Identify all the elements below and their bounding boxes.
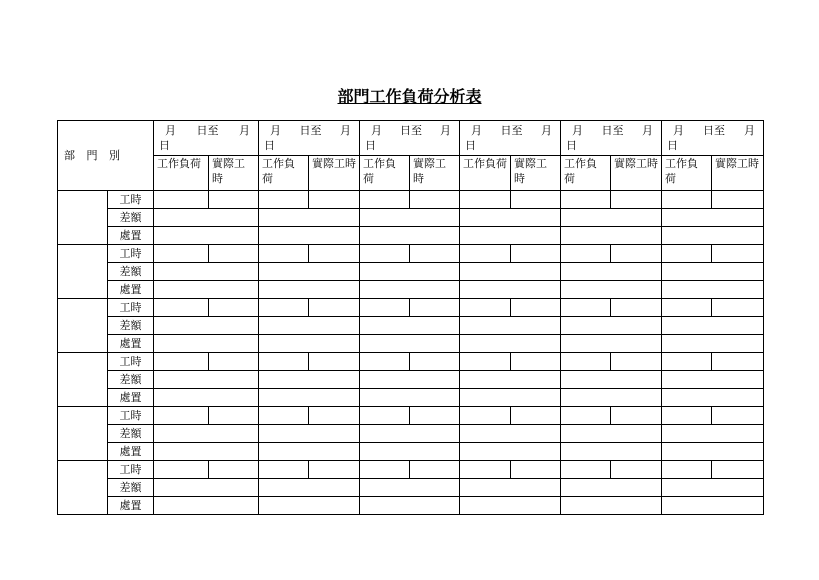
actual-hours-cell[interactable] bbox=[309, 245, 360, 263]
action-cell[interactable] bbox=[154, 335, 259, 353]
period-month: 月 bbox=[340, 124, 351, 137]
difference-cell[interactable] bbox=[259, 209, 360, 227]
actual-hours-cell[interactable] bbox=[511, 191, 561, 209]
actual-hours-cell[interactable] bbox=[209, 299, 259, 317]
difference-cell[interactable] bbox=[561, 479, 662, 497]
action-cell[interactable] bbox=[360, 281, 460, 299]
action-cell[interactable] bbox=[360, 443, 460, 461]
period-month: 月 bbox=[744, 124, 755, 137]
period-header bbox=[259, 121, 360, 156]
dept-name-cell[interactable] bbox=[58, 407, 108, 461]
difference-cell[interactable] bbox=[460, 371, 561, 389]
workload-cell[interactable] bbox=[662, 245, 712, 263]
difference-cell[interactable] bbox=[561, 371, 662, 389]
period-day: 日 bbox=[365, 139, 376, 152]
action-cell[interactable] bbox=[154, 227, 259, 245]
row-label: 處置 bbox=[108, 227, 154, 245]
period-day-to: 日至 bbox=[601, 124, 624, 137]
actual-hours-cell[interactable] bbox=[712, 461, 764, 479]
row-label: 工時 bbox=[108, 245, 154, 263]
period-day: 日 bbox=[159, 139, 170, 152]
action-cell[interactable] bbox=[561, 497, 662, 515]
row-label: 差額 bbox=[108, 317, 154, 335]
actual-hours-cell[interactable] bbox=[712, 299, 764, 317]
workload-cell[interactable] bbox=[154, 407, 209, 425]
header-row-subcolumns bbox=[58, 156, 764, 191]
dept-header: 部 門 別 bbox=[58, 121, 154, 191]
workload-cell[interactable] bbox=[360, 407, 410, 425]
difference-cell[interactable] bbox=[154, 371, 259, 389]
workload-cell[interactable] bbox=[154, 191, 209, 209]
action-cell[interactable] bbox=[360, 389, 460, 407]
actual-hours-cell[interactable] bbox=[511, 353, 561, 371]
workload-cell[interactable] bbox=[561, 245, 611, 263]
actual-hours-cell[interactable] bbox=[209, 191, 259, 209]
actual-hours-cell[interactable] bbox=[611, 299, 662, 317]
action-cell[interactable] bbox=[662, 389, 764, 407]
table-row bbox=[58, 191, 764, 209]
difference-cell[interactable] bbox=[259, 371, 360, 389]
row-label: 差額 bbox=[108, 371, 154, 389]
actual-hours-cell[interactable] bbox=[511, 407, 561, 425]
workload-cell[interactable] bbox=[460, 461, 511, 479]
workload-cell[interactable] bbox=[561, 191, 611, 209]
difference-cell[interactable] bbox=[360, 371, 460, 389]
action-cell[interactable] bbox=[154, 389, 259, 407]
subheader-actual-hours: 實際工時 bbox=[209, 156, 259, 191]
action-cell[interactable] bbox=[259, 389, 360, 407]
subheader-actual-hours: 實際工時 bbox=[611, 156, 662, 191]
difference-cell[interactable] bbox=[154, 479, 259, 497]
difference-cell[interactable] bbox=[360, 263, 460, 281]
subheader-workload: 工作負荷 bbox=[460, 156, 511, 191]
action-cell[interactable] bbox=[360, 335, 460, 353]
actual-hours-cell[interactable] bbox=[309, 407, 360, 425]
difference-cell[interactable] bbox=[154, 263, 259, 281]
action-cell[interactable] bbox=[662, 497, 764, 515]
actual-hours-cell[interactable] bbox=[511, 461, 561, 479]
row-label: 處置 bbox=[108, 389, 154, 407]
difference-cell[interactable] bbox=[460, 425, 561, 443]
actual-hours-cell[interactable] bbox=[410, 407, 460, 425]
table-row bbox=[58, 227, 764, 245]
row-label: 差額 bbox=[108, 263, 154, 281]
actual-hours-cell[interactable] bbox=[410, 245, 460, 263]
workload-cell[interactable] bbox=[561, 353, 611, 371]
workload-cell[interactable] bbox=[460, 353, 511, 371]
difference-cell[interactable] bbox=[360, 425, 460, 443]
actual-hours-cell[interactable] bbox=[611, 353, 662, 371]
action-cell[interactable] bbox=[662, 335, 764, 353]
period-month: 月 bbox=[471, 124, 482, 137]
workload-cell[interactable] bbox=[154, 245, 209, 263]
period-day-to: 日至 bbox=[196, 124, 219, 137]
workload-cell[interactable] bbox=[259, 353, 309, 371]
workload-cell[interactable] bbox=[154, 353, 209, 371]
row-label: 差額 bbox=[108, 479, 154, 497]
actual-hours-cell[interactable] bbox=[410, 299, 460, 317]
actual-hours-cell[interactable] bbox=[712, 407, 764, 425]
row-label: 工時 bbox=[108, 407, 154, 425]
action-cell[interactable] bbox=[460, 227, 561, 245]
difference-cell[interactable] bbox=[259, 263, 360, 281]
action-cell[interactable] bbox=[259, 227, 360, 245]
subheader-workload: 工作負荷 bbox=[154, 156, 209, 191]
subheader-workload: 工作負荷 bbox=[561, 156, 611, 191]
workload-cell[interactable] bbox=[259, 461, 309, 479]
difference-cell[interactable] bbox=[561, 425, 662, 443]
subheader-workload: 工作負荷 bbox=[360, 156, 410, 191]
subheader-actual-hours: 實際工時 bbox=[712, 156, 764, 191]
action-cell[interactable] bbox=[561, 335, 662, 353]
action-cell[interactable] bbox=[259, 443, 360, 461]
row-label: 工時 bbox=[108, 299, 154, 317]
period-header bbox=[154, 121, 259, 156]
actual-hours-cell[interactable] bbox=[209, 461, 259, 479]
table-row bbox=[58, 245, 764, 263]
subheader-actual-hours: 實際工時 bbox=[511, 156, 561, 191]
difference-cell[interactable] bbox=[360, 317, 460, 335]
action-cell[interactable] bbox=[154, 281, 259, 299]
period-month: 月 bbox=[541, 124, 552, 137]
row-label: 處置 bbox=[108, 497, 154, 515]
difference-cell[interactable] bbox=[561, 209, 662, 227]
period-header bbox=[561, 121, 662, 156]
workload-cell[interactable] bbox=[662, 461, 712, 479]
actual-hours-cell[interactable] bbox=[511, 245, 561, 263]
workload-cell[interactable] bbox=[662, 407, 712, 425]
table-row bbox=[58, 353, 764, 371]
action-cell[interactable] bbox=[561, 443, 662, 461]
period-day: 日 bbox=[465, 139, 476, 152]
table-row bbox=[58, 425, 764, 443]
period-day-to: 日至 bbox=[500, 124, 523, 137]
difference-cell[interactable] bbox=[154, 209, 259, 227]
workload-cell[interactable] bbox=[460, 299, 511, 317]
form-title: 部門工作負荷分析表 bbox=[337, 87, 482, 106]
workload-cell[interactable] bbox=[360, 245, 410, 263]
dept-name-cell[interactable] bbox=[58, 191, 108, 245]
difference-cell[interactable] bbox=[662, 371, 764, 389]
action-cell[interactable] bbox=[360, 227, 460, 245]
workload-cell[interactable] bbox=[460, 191, 511, 209]
difference-cell[interactable] bbox=[662, 209, 764, 227]
period-day: 日 bbox=[264, 139, 275, 152]
table-row bbox=[58, 479, 764, 497]
subheader-workload: 工作負荷 bbox=[662, 156, 712, 191]
difference-cell[interactable] bbox=[259, 317, 360, 335]
difference-cell[interactable] bbox=[561, 317, 662, 335]
workload-cell[interactable] bbox=[259, 407, 309, 425]
actual-hours-cell[interactable] bbox=[309, 299, 360, 317]
difference-cell[interactable] bbox=[360, 209, 460, 227]
workload-cell[interactable] bbox=[662, 353, 712, 371]
action-cell[interactable] bbox=[662, 227, 764, 245]
actual-hours-cell[interactable] bbox=[611, 461, 662, 479]
action-cell[interactable] bbox=[561, 281, 662, 299]
action-cell[interactable] bbox=[460, 497, 561, 515]
period-day: 日 bbox=[566, 139, 577, 152]
action-cell[interactable] bbox=[154, 497, 259, 515]
period-day: 日 bbox=[667, 139, 678, 152]
period-month: 月 bbox=[165, 124, 176, 137]
action-cell[interactable] bbox=[259, 335, 360, 353]
workload-cell[interactable] bbox=[259, 299, 309, 317]
subheader-actual-hours: 實際工時 bbox=[410, 156, 460, 191]
workload-cell[interactable] bbox=[360, 299, 410, 317]
table-row bbox=[58, 299, 764, 317]
period-month: 月 bbox=[642, 124, 653, 137]
difference-cell[interactable] bbox=[460, 209, 561, 227]
table-row bbox=[58, 461, 764, 479]
row-label: 差額 bbox=[108, 425, 154, 443]
action-cell[interactable] bbox=[259, 497, 360, 515]
row-label: 工時 bbox=[108, 191, 154, 209]
action-cell[interactable] bbox=[561, 227, 662, 245]
period-month: 月 bbox=[239, 124, 250, 137]
table-row bbox=[58, 317, 764, 335]
difference-cell[interactable] bbox=[460, 479, 561, 497]
actual-hours-cell[interactable] bbox=[611, 407, 662, 425]
difference-cell[interactable] bbox=[662, 425, 764, 443]
workload-cell[interactable] bbox=[259, 245, 309, 263]
difference-cell[interactable] bbox=[154, 425, 259, 443]
row-label: 處置 bbox=[108, 335, 154, 353]
table-row bbox=[58, 281, 764, 299]
difference-cell[interactable] bbox=[259, 425, 360, 443]
table-row bbox=[58, 443, 764, 461]
row-label: 工時 bbox=[108, 353, 154, 371]
actual-hours-cell[interactable] bbox=[410, 461, 460, 479]
period-day-to: 日至 bbox=[703, 124, 725, 137]
dept-name-cell[interactable] bbox=[58, 245, 108, 299]
actual-hours-cell[interactable] bbox=[511, 299, 561, 317]
actual-hours-cell[interactable] bbox=[611, 191, 662, 209]
difference-cell[interactable] bbox=[662, 317, 764, 335]
action-cell[interactable] bbox=[154, 443, 259, 461]
table-row bbox=[58, 371, 764, 389]
actual-hours-cell[interactable] bbox=[611, 245, 662, 263]
action-cell[interactable] bbox=[460, 443, 561, 461]
header-row-periods bbox=[58, 121, 764, 156]
period-header bbox=[662, 121, 764, 156]
workload-cell[interactable] bbox=[154, 461, 209, 479]
dept-name-cell[interactable] bbox=[58, 461, 108, 515]
actual-hours-cell[interactable] bbox=[712, 191, 764, 209]
actual-hours-cell[interactable] bbox=[209, 353, 259, 371]
difference-cell[interactable] bbox=[662, 263, 764, 281]
difference-cell[interactable] bbox=[460, 263, 561, 281]
workload-cell[interactable] bbox=[561, 407, 611, 425]
action-cell[interactable] bbox=[662, 281, 764, 299]
period-month: 月 bbox=[270, 124, 281, 137]
period-month: 月 bbox=[440, 124, 451, 137]
workload-cell[interactable] bbox=[662, 299, 712, 317]
difference-cell[interactable] bbox=[561, 263, 662, 281]
action-cell[interactable] bbox=[259, 281, 360, 299]
period-month: 月 bbox=[371, 124, 382, 137]
table-row bbox=[58, 407, 764, 425]
table-row bbox=[58, 209, 764, 227]
subheader-actual-hours: 實際工時 bbox=[309, 156, 360, 191]
difference-cell[interactable] bbox=[360, 479, 460, 497]
table-row bbox=[58, 389, 764, 407]
actual-hours-cell[interactable] bbox=[309, 191, 360, 209]
workload-cell[interactable] bbox=[662, 191, 712, 209]
table-row bbox=[58, 497, 764, 515]
row-label: 處置 bbox=[108, 443, 154, 461]
table-row bbox=[58, 335, 764, 353]
table-row bbox=[58, 263, 764, 281]
difference-cell[interactable] bbox=[259, 479, 360, 497]
period-header bbox=[460, 121, 561, 156]
difference-cell[interactable] bbox=[154, 317, 259, 335]
dept-name-cell[interactable] bbox=[58, 353, 108, 407]
workload-cell[interactable] bbox=[561, 299, 611, 317]
workload-cell[interactable] bbox=[460, 245, 511, 263]
action-cell[interactable] bbox=[460, 281, 561, 299]
actual-hours-cell[interactable] bbox=[712, 245, 764, 263]
difference-cell[interactable] bbox=[460, 317, 561, 335]
subheader-workload: 工作負荷 bbox=[259, 156, 309, 191]
actual-hours-cell[interactable] bbox=[209, 407, 259, 425]
workload-cell[interactable] bbox=[360, 353, 410, 371]
action-cell[interactable] bbox=[460, 389, 561, 407]
period-month: 月 bbox=[572, 124, 583, 137]
dept-name-cell[interactable] bbox=[58, 299, 108, 353]
row-label: 工時 bbox=[108, 461, 154, 479]
workload-cell[interactable] bbox=[360, 461, 410, 479]
action-cell[interactable] bbox=[360, 497, 460, 515]
difference-cell[interactable] bbox=[662, 479, 764, 497]
workload-table bbox=[57, 120, 764, 515]
actual-hours-cell[interactable] bbox=[410, 353, 460, 371]
row-label: 處置 bbox=[108, 281, 154, 299]
actual-hours-cell[interactable] bbox=[410, 191, 460, 209]
actual-hours-cell[interactable] bbox=[309, 461, 360, 479]
period-month: 月 bbox=[673, 124, 684, 137]
workload-cell[interactable] bbox=[259, 191, 309, 209]
row-label: 差額 bbox=[108, 209, 154, 227]
actual-hours-cell[interactable] bbox=[209, 245, 259, 263]
workload-cell[interactable] bbox=[460, 407, 511, 425]
period-header bbox=[360, 121, 460, 156]
workload-cell[interactable] bbox=[360, 191, 410, 209]
workload-cell[interactable] bbox=[561, 461, 611, 479]
period-day-to: 日至 bbox=[299, 124, 322, 137]
workload-cell[interactable] bbox=[154, 299, 209, 317]
period-day-to: 日至 bbox=[400, 124, 422, 137]
action-cell[interactable] bbox=[662, 443, 764, 461]
actual-hours-cell[interactable] bbox=[712, 353, 764, 371]
action-cell[interactable] bbox=[460, 335, 561, 353]
actual-hours-cell[interactable] bbox=[309, 353, 360, 371]
action-cell[interactable] bbox=[561, 389, 662, 407]
